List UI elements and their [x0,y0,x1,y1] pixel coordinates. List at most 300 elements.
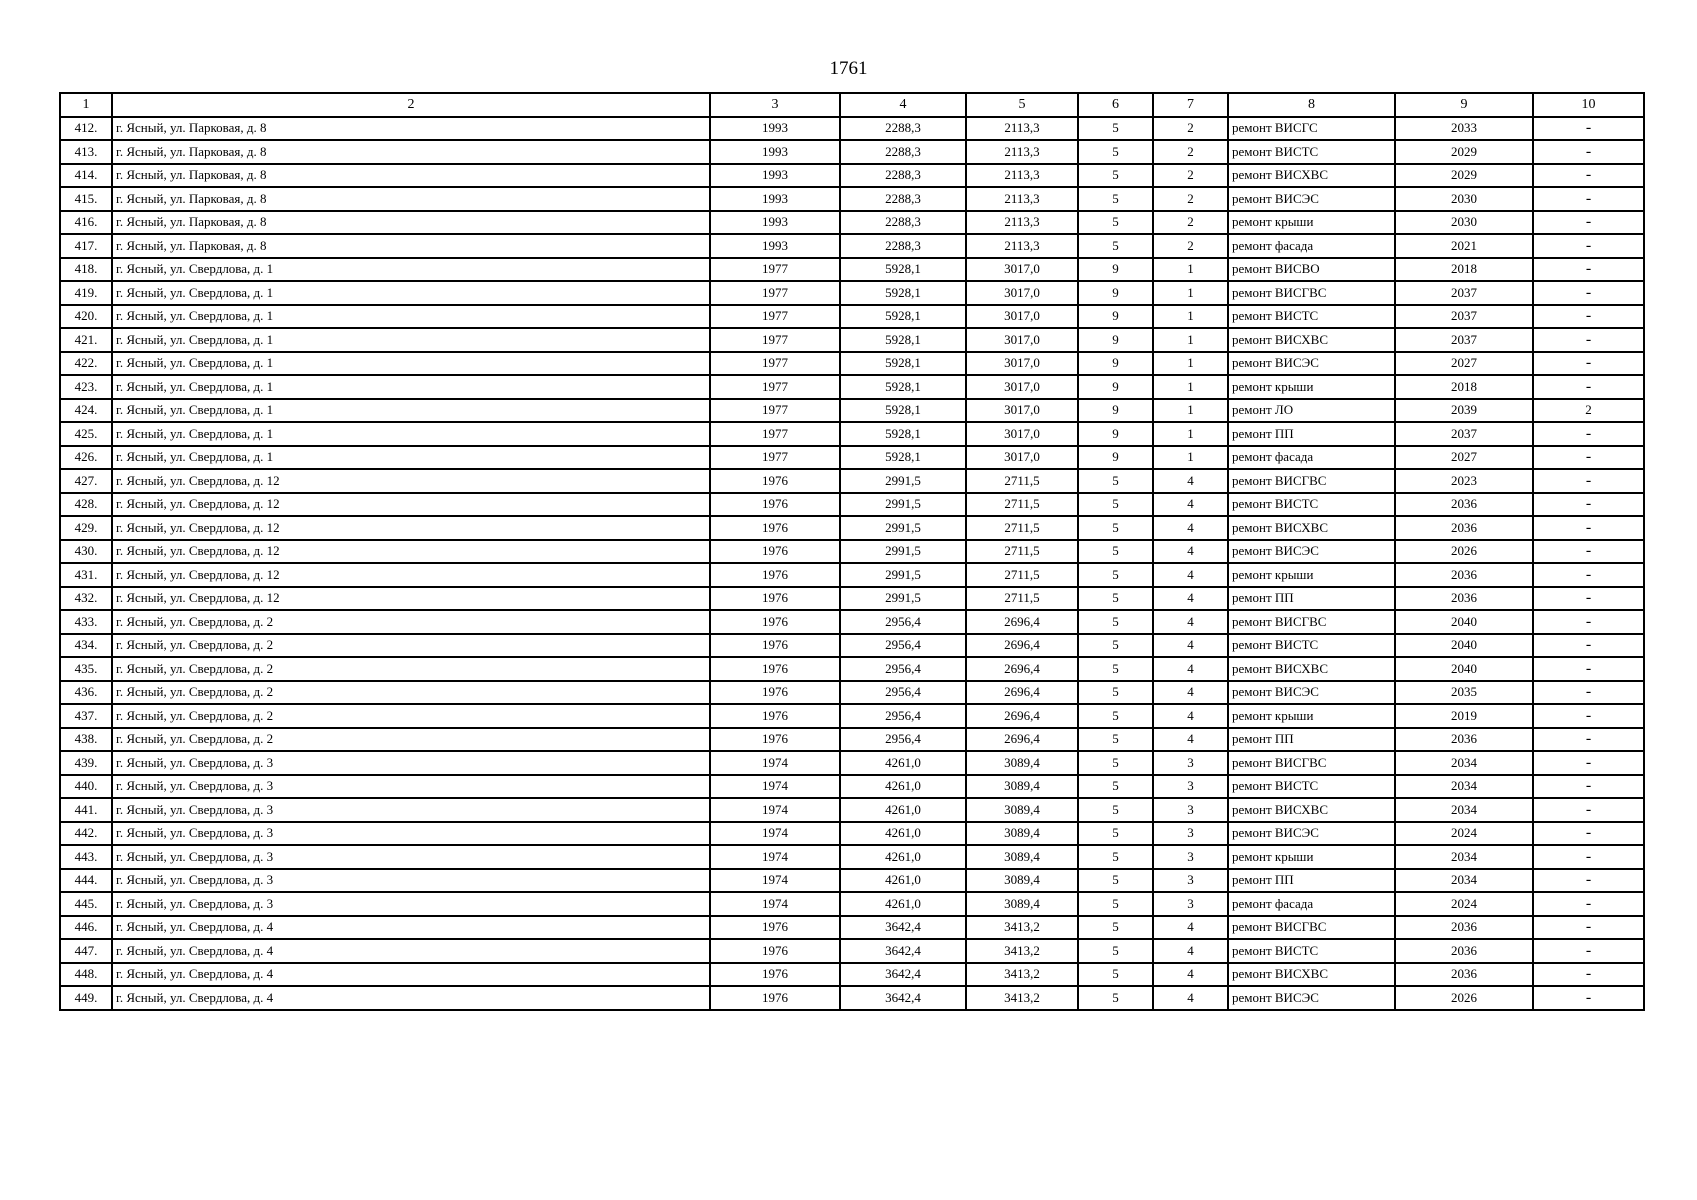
work-type-cell: ремонт ВИСЭС [1228,187,1395,211]
year-cell: 1993 [710,140,840,164]
entrances-cell: 4 [1153,610,1228,634]
table-row [60,446,1644,470]
year-cell: 1977 [710,305,840,329]
column-header: 2 [112,93,710,117]
living-area-cell: 3413,2 [966,939,1078,963]
address-cell: г. Ясный, ул. Свердлова, д. 4 [112,963,710,987]
total-area-cell: 2991,5 [840,493,966,517]
repair-schedule-table [59,92,1645,1011]
address-cell: г. Ясный, ул. Свердлова, д. 3 [112,775,710,799]
total-area-cell: 4261,0 [840,751,966,775]
address-cell: г. Ясный, ул. Свердлова, д. 12 [112,587,710,611]
address-cell: г. Ясный, ул. Свердлова, д. 3 [112,751,710,775]
plan-year-cell: 2040 [1395,657,1533,681]
entrances-cell: 4 [1153,493,1228,517]
note-cell: - [1533,845,1644,869]
work-type-cell: ремонт ВИСТС [1228,775,1395,799]
note-cell: - [1533,258,1644,282]
year-cell: 1976 [710,469,840,493]
year-cell: 1977 [710,399,840,423]
table-row [60,916,1644,940]
row-number-cell: 432. [60,587,112,611]
entrances-cell: 3 [1153,822,1228,846]
plan-year-cell: 2034 [1395,869,1533,893]
total-area-cell: 2288,3 [840,234,966,258]
address-cell: г. Ясный, ул. Парковая, д. 8 [112,164,710,188]
address-cell: г. Ясный, ул. Парковая, д. 8 [112,140,710,164]
work-type-cell: ремонт ПП [1228,587,1395,611]
entrances-cell: 4 [1153,939,1228,963]
note-cell: - [1533,728,1644,752]
note-cell: - [1533,963,1644,987]
living-area-cell: 2711,5 [966,469,1078,493]
note-cell: - [1533,986,1644,1010]
work-type-cell: ремонт крыши [1228,563,1395,587]
living-area-cell: 2711,5 [966,587,1078,611]
note-cell: - [1533,469,1644,493]
address-cell: г. Ясный, ул. Свердлова, д. 4 [112,939,710,963]
row-number-cell: 437. [60,704,112,728]
floors-cell: 5 [1078,469,1153,493]
total-area-cell: 4261,0 [840,775,966,799]
floors-cell: 5 [1078,657,1153,681]
entrances-cell: 1 [1153,281,1228,305]
row-number-cell: 414. [60,164,112,188]
floors-cell: 5 [1078,986,1153,1010]
year-cell: 1976 [710,657,840,681]
work-type-cell: ремонт крыши [1228,704,1395,728]
work-type-cell: ремонт ПП [1228,869,1395,893]
address-cell: г. Ясный, ул. Свердлова, д. 1 [112,446,710,470]
plan-year-cell: 2024 [1395,892,1533,916]
plan-year-cell: 2033 [1395,117,1533,141]
total-area-cell: 2991,5 [840,469,966,493]
work-type-cell: ремонт ВИСХВС [1228,657,1395,681]
table-row [60,845,1644,869]
note-cell: - [1533,422,1644,446]
total-area-cell: 5928,1 [840,305,966,329]
address-cell: г. Ясный, ул. Свердлова, д. 2 [112,610,710,634]
year-cell: 1976 [710,963,840,987]
table-row [60,610,1644,634]
row-number-cell: 417. [60,234,112,258]
year-cell: 1976 [710,986,840,1010]
plan-year-cell: 2036 [1395,587,1533,611]
total-area-cell: 2288,3 [840,140,966,164]
floors-cell: 5 [1078,634,1153,658]
address-cell: г. Ясный, ул. Свердлова, д. 4 [112,916,710,940]
entrances-cell: 4 [1153,657,1228,681]
plan-year-cell: 2037 [1395,281,1533,305]
note-cell: - [1533,657,1644,681]
plan-year-cell: 2036 [1395,728,1533,752]
entrances-cell: 1 [1153,258,1228,282]
column-header: 1 [60,93,112,117]
note-cell: - [1533,775,1644,799]
plan-year-cell: 2035 [1395,681,1533,705]
entrances-cell: 1 [1153,446,1228,470]
address-cell: г. Ясный, ул. Свердлова, д. 3 [112,822,710,846]
plan-year-cell: 2036 [1395,963,1533,987]
row-number-cell: 418. [60,258,112,282]
total-area-cell: 5928,1 [840,258,966,282]
address-cell: г. Ясный, ул. Свердлова, д. 3 [112,798,710,822]
work-type-cell: ремонт ВИСЭС [1228,352,1395,376]
living-area-cell: 3089,4 [966,798,1078,822]
year-cell: 1976 [710,587,840,611]
table-row [60,822,1644,846]
living-area-cell: 3089,4 [966,775,1078,799]
note-cell: - [1533,305,1644,329]
row-number-cell: 448. [60,963,112,987]
table-row [60,211,1644,235]
floors-cell: 5 [1078,963,1153,987]
column-header: 7 [1153,93,1228,117]
work-type-cell: ремонт ВИСГВС [1228,916,1395,940]
plan-year-cell: 2029 [1395,164,1533,188]
floors-cell: 9 [1078,328,1153,352]
row-number-cell: 429. [60,516,112,540]
column-header: 4 [840,93,966,117]
floors-cell: 9 [1078,422,1153,446]
note-cell: - [1533,187,1644,211]
address-cell: г. Ясный, ул. Свердлова, д. 1 [112,375,710,399]
entrances-cell: 3 [1153,869,1228,893]
living-area-cell: 2113,3 [966,140,1078,164]
table-row [60,775,1644,799]
note-cell: - [1533,892,1644,916]
table-row [60,587,1644,611]
address-cell: г. Ясный, ул. Свердлова, д. 1 [112,352,710,376]
living-area-cell: 2696,4 [966,634,1078,658]
address-cell: г. Ясный, ул. Свердлова, д. 12 [112,469,710,493]
plan-year-cell: 2026 [1395,540,1533,564]
entrances-cell: 4 [1153,681,1228,705]
living-area-cell: 3017,0 [966,399,1078,423]
table-body [60,117,1644,1010]
work-type-cell: ремонт ВИСТС [1228,493,1395,517]
living-area-cell: 2113,3 [966,164,1078,188]
total-area-cell: 4261,0 [840,892,966,916]
floors-cell: 5 [1078,681,1153,705]
plan-year-cell: 2034 [1395,798,1533,822]
floors-cell: 5 [1078,869,1153,893]
entrances-cell: 3 [1153,892,1228,916]
total-area-cell: 5928,1 [840,328,966,352]
plan-year-cell: 2030 [1395,211,1533,235]
address-cell: г. Ясный, ул. Свердлова, д. 12 [112,563,710,587]
total-area-cell: 2991,5 [840,587,966,611]
row-number-cell: 441. [60,798,112,822]
living-area-cell: 2711,5 [966,516,1078,540]
year-cell: 1976 [710,704,840,728]
row-number-cell: 412. [60,117,112,141]
row-number-cell: 433. [60,610,112,634]
entrances-cell: 2 [1153,164,1228,188]
address-cell: г. Ясный, ул. Свердлова, д. 4 [112,986,710,1010]
living-area-cell: 3017,0 [966,422,1078,446]
total-area-cell: 2288,3 [840,164,966,188]
plan-year-cell: 2026 [1395,986,1533,1010]
entrances-cell: 2 [1153,187,1228,211]
work-type-cell: ремонт ЛО [1228,399,1395,423]
row-number-cell: 440. [60,775,112,799]
address-cell: г. Ясный, ул. Свердлова, д. 3 [112,892,710,916]
plan-year-cell: 2036 [1395,916,1533,940]
table-row [60,540,1644,564]
floors-cell: 5 [1078,164,1153,188]
table-row [60,258,1644,282]
total-area-cell: 4261,0 [840,869,966,893]
work-type-cell: ремонт ВИСГВС [1228,281,1395,305]
work-type-cell: ремонт ВИСЭС [1228,540,1395,564]
plan-year-cell: 2037 [1395,328,1533,352]
living-area-cell: 2113,3 [966,117,1078,141]
floors-cell: 5 [1078,939,1153,963]
entrances-cell: 4 [1153,986,1228,1010]
work-type-cell: ремонт ВИСХВС [1228,164,1395,188]
year-cell: 1993 [710,187,840,211]
plan-year-cell: 2037 [1395,422,1533,446]
year-cell: 1977 [710,258,840,282]
living-area-cell: 3017,0 [966,305,1078,329]
table-row [60,305,1644,329]
year-cell: 1974 [710,845,840,869]
entrances-cell: 1 [1153,328,1228,352]
work-type-cell: ремонт ПП [1228,422,1395,446]
total-area-cell: 2288,3 [840,187,966,211]
row-number-cell: 444. [60,869,112,893]
entrances-cell: 4 [1153,963,1228,987]
plan-year-cell: 2040 [1395,634,1533,658]
note-cell: - [1533,375,1644,399]
plan-year-cell: 2034 [1395,845,1533,869]
living-area-cell: 3017,0 [966,258,1078,282]
work-type-cell: ремонт ВИСТС [1228,305,1395,329]
entrances-cell: 1 [1153,399,1228,423]
living-area-cell: 2696,4 [966,704,1078,728]
table-row [60,798,1644,822]
living-area-cell: 2711,5 [966,540,1078,564]
floors-cell: 5 [1078,704,1153,728]
year-cell: 1977 [710,281,840,305]
note-cell: - [1533,704,1644,728]
living-area-cell: 2711,5 [966,563,1078,587]
column-header: 10 [1533,93,1644,117]
plan-year-cell: 2018 [1395,258,1533,282]
header-row [60,93,1644,117]
floors-cell: 5 [1078,751,1153,775]
entrances-cell: 4 [1153,540,1228,564]
living-area-cell: 2696,4 [966,728,1078,752]
total-area-cell: 4261,0 [840,798,966,822]
work-type-cell: ремонт крыши [1228,375,1395,399]
total-area-cell: 2956,4 [840,728,966,752]
work-type-cell: ремонт фасада [1228,234,1395,258]
work-type-cell: ремонт ВИСТС [1228,140,1395,164]
entrances-cell: 4 [1153,916,1228,940]
living-area-cell: 3089,4 [966,751,1078,775]
address-cell: г. Ясный, ул. Парковая, д. 8 [112,211,710,235]
total-area-cell: 2991,5 [840,540,966,564]
year-cell: 1977 [710,446,840,470]
total-area-cell: 2956,4 [840,704,966,728]
total-area-cell: 5928,1 [840,446,966,470]
note-cell: - [1533,916,1644,940]
total-area-cell: 5928,1 [840,352,966,376]
floors-cell: 5 [1078,610,1153,634]
total-area-cell: 5928,1 [840,281,966,305]
address-cell: г. Ясный, ул. Свердлова, д. 1 [112,399,710,423]
note-cell: - [1533,140,1644,164]
plan-year-cell: 2036 [1395,493,1533,517]
floors-cell: 5 [1078,798,1153,822]
address-cell: г. Ясный, ул. Свердлова, д. 3 [112,845,710,869]
living-area-cell: 3089,4 [966,822,1078,846]
work-type-cell: ремонт фасада [1228,446,1395,470]
address-cell: г. Ясный, ул. Свердлова, д. 12 [112,493,710,517]
work-type-cell: ремонт ВИСХВС [1228,963,1395,987]
note-cell: - [1533,117,1644,141]
row-number-cell: 445. [60,892,112,916]
table-row [60,728,1644,752]
row-number-cell: 436. [60,681,112,705]
entrances-cell: 1 [1153,422,1228,446]
year-cell: 1976 [710,493,840,517]
work-type-cell: ремонт ВИСХВС [1228,328,1395,352]
address-cell: г. Ясный, ул. Свердлова, д. 12 [112,516,710,540]
floors-cell: 5 [1078,563,1153,587]
year-cell: 1993 [710,234,840,258]
table-row [60,563,1644,587]
note-cell: 2 [1533,399,1644,423]
row-number-cell: 443. [60,845,112,869]
floors-cell: 5 [1078,822,1153,846]
note-cell: - [1533,516,1644,540]
table-row [60,634,1644,658]
row-number-cell: 438. [60,728,112,752]
row-number-cell: 425. [60,422,112,446]
plan-year-cell: 2030 [1395,187,1533,211]
living-area-cell: 3017,0 [966,446,1078,470]
row-number-cell: 416. [60,211,112,235]
table-row [60,704,1644,728]
table-row [60,187,1644,211]
year-cell: 1974 [710,822,840,846]
year-cell: 1974 [710,869,840,893]
year-cell: 1976 [710,916,840,940]
living-area-cell: 2696,4 [966,610,1078,634]
plan-year-cell: 2037 [1395,305,1533,329]
entrances-cell: 4 [1153,587,1228,611]
note-cell: - [1533,446,1644,470]
address-cell: г. Ясный, ул. Свердлова, д. 3 [112,869,710,893]
work-type-cell: ремонт ВИСЭС [1228,822,1395,846]
total-area-cell: 2956,4 [840,610,966,634]
total-area-cell: 4261,0 [840,822,966,846]
plan-year-cell: 2036 [1395,563,1533,587]
year-cell: 1974 [710,751,840,775]
address-cell: г. Ясный, ул. Парковая, д. 8 [112,234,710,258]
floors-cell: 5 [1078,728,1153,752]
table-row [60,140,1644,164]
year-cell: 1976 [710,610,840,634]
living-area-cell: 2113,3 [966,234,1078,258]
plan-year-cell: 2027 [1395,446,1533,470]
entrances-cell: 2 [1153,211,1228,235]
plan-year-cell: 2039 [1395,399,1533,423]
plan-year-cell: 2023 [1395,469,1533,493]
living-area-cell: 3089,4 [966,845,1078,869]
living-area-cell: 3413,2 [966,986,1078,1010]
year-cell: 1976 [710,634,840,658]
entrances-cell: 2 [1153,140,1228,164]
floors-cell: 5 [1078,845,1153,869]
living-area-cell: 2696,4 [966,681,1078,705]
table-row [60,281,1644,305]
year-cell: 1993 [710,117,840,141]
work-type-cell: ремонт ВИСГВС [1228,469,1395,493]
work-type-cell: ремонт ВИСГВС [1228,751,1395,775]
note-cell: - [1533,234,1644,258]
table-row [60,375,1644,399]
table-row [60,892,1644,916]
entrances-cell: 4 [1153,634,1228,658]
floors-cell: 9 [1078,281,1153,305]
total-area-cell: 2288,3 [840,117,966,141]
year-cell: 1976 [710,939,840,963]
plan-year-cell: 2027 [1395,352,1533,376]
note-cell: - [1533,798,1644,822]
total-area-cell: 5928,1 [840,375,966,399]
total-area-cell: 2956,4 [840,681,966,705]
entrances-cell: 4 [1153,469,1228,493]
column-header: 3 [710,93,840,117]
living-area-cell: 3017,0 [966,281,1078,305]
total-area-cell: 5928,1 [840,399,966,423]
year-cell: 1976 [710,563,840,587]
address-cell: г. Ясный, ул. Свердлова, д. 2 [112,704,710,728]
row-number-cell: 435. [60,657,112,681]
table-row [60,328,1644,352]
table-row [60,963,1644,987]
note-cell: - [1533,610,1644,634]
floors-cell: 5 [1078,493,1153,517]
address-cell: г. Ясный, ул. Парковая, д. 8 [112,187,710,211]
row-number-cell: 434. [60,634,112,658]
living-area-cell: 3089,4 [966,892,1078,916]
table-row [60,681,1644,705]
total-area-cell: 2956,4 [840,634,966,658]
note-cell: - [1533,634,1644,658]
year-cell: 1976 [710,681,840,705]
entrances-cell: 3 [1153,798,1228,822]
floors-cell: 5 [1078,892,1153,916]
note-cell: - [1533,563,1644,587]
total-area-cell: 2991,5 [840,563,966,587]
row-number-cell: 439. [60,751,112,775]
living-area-cell: 2696,4 [966,657,1078,681]
living-area-cell: 2711,5 [966,493,1078,517]
address-cell: г. Ясный, ул. Парковая, д. 8 [112,117,710,141]
work-type-cell: ремонт ВИСВО [1228,258,1395,282]
note-cell: - [1533,352,1644,376]
total-area-cell: 2956,4 [840,657,966,681]
year-cell: 1974 [710,892,840,916]
note-cell: - [1533,328,1644,352]
year-cell: 1976 [710,540,840,564]
table-row [60,352,1644,376]
